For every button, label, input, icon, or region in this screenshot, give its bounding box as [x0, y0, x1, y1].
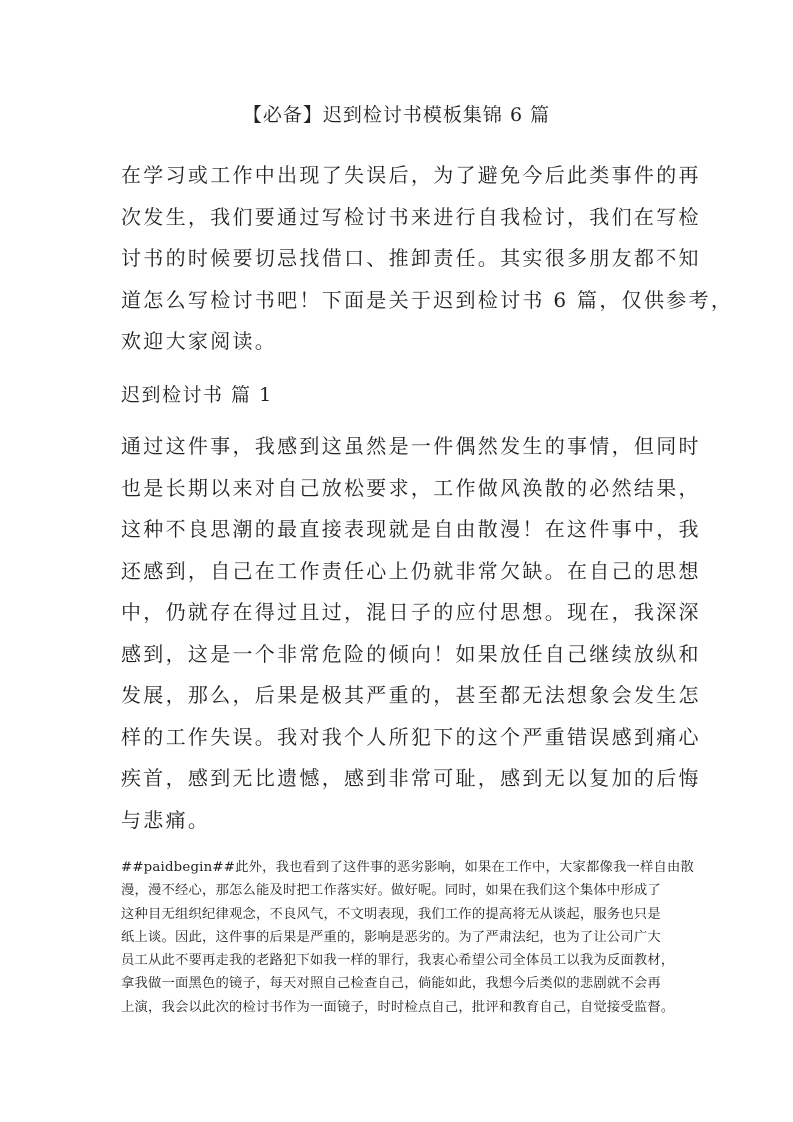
section-line: 中，仍就存在得过且过，混日子的应付思想。现在，我深深 [121, 600, 701, 624]
section-line: 发展，那么，后果是极其严重的，甚至都无法想象会发生怎 [121, 683, 701, 707]
intro-line: 次发生，我们要通过写检讨书来进行自我检讨，我们在写检 [121, 204, 701, 229]
section-line: 通过这件事，我感到这虽然是一件偶然发生的事情，但同时 [121, 434, 701, 458]
intro-line: 欢迎大家阅读。 [121, 329, 278, 353]
section-line: 也是长期以来对自己放松要求，工作做风涣散的必然结果， [121, 475, 701, 500]
section-line: 感到，这是一个非常危险的倾向！如果放任自己继续放纵和 [121, 641, 701, 666]
paid-line: 员工从此不要再走我的老路犯下如我一样的罪行，我衷心希望公司全体员工以我为反面教材， [121, 953, 675, 969]
section-line: 这种不良思潮的最直接表现就是自由散漫！在这件事中，我 [121, 517, 701, 541]
paid-line: 上演，我会以此次的检讨书作为一面镜子，时时检点自己，批评和教育自己，自觉接受监督。 [121, 999, 675, 1015]
section-line: 样的工作失误。我对我个人所犯下的这个严重错误感到痛心 [121, 724, 701, 749]
section-line: 还感到，自己在工作责任心上仍就非常欠缺。在自己的思想 [121, 558, 701, 583]
paid-line: 纸上谈。因此，这件事的后果是严重的，影响是恶劣的。为了严肃法纪，也为了让公司广大 [121, 929, 661, 945]
section-line: 疾首，感到无比遗憾，感到非常可耻，感到无以复加的后悔 [121, 766, 701, 790]
section-heading: 迟到检讨书 篇 1 [121, 384, 273, 406]
section-line: 与悲痛。 [121, 807, 211, 832]
document-title: 【必备】迟到检讨书模板集锦 6 篇 [242, 104, 551, 126]
intro-line: 在学习或工作中出现了失误后，为了避免今后此类事件的再 [121, 163, 701, 187]
paid-line: 拿我做一面黑色的镜子，每天对照自己检查自己，倘能如此，我想今后类似的悲剧就不会再 [121, 976, 661, 992]
paid-line: 这种目无组织纪律观念，不良风气，不文明表现，我们工作的提高将无从谈起，服务也只是 [121, 906, 661, 922]
intro-paragraph [121, 155, 734, 363]
intro-line: 道怎么写检讨书吧！下面是关于迟到检讨书 6 篇，仅供参考， [121, 287, 734, 312]
paid-line: 漫，漫不经心，那怎么能及时把工作落实好。做好呢。同时，如果在我们这个集体中形成了 [121, 883, 661, 899]
paid-line: ##paidbegin##此外，我也看到了这件事的恶劣影响，如果在工作中，大家都像我一样自由散 [121, 860, 694, 875]
paid-paragraph [121, 856, 694, 1019]
section-paragraph [121, 426, 701, 841]
intro-line: 讨书的时候要切忌找借口、推卸责任。其实很多朋友都不知 [121, 246, 701, 270]
